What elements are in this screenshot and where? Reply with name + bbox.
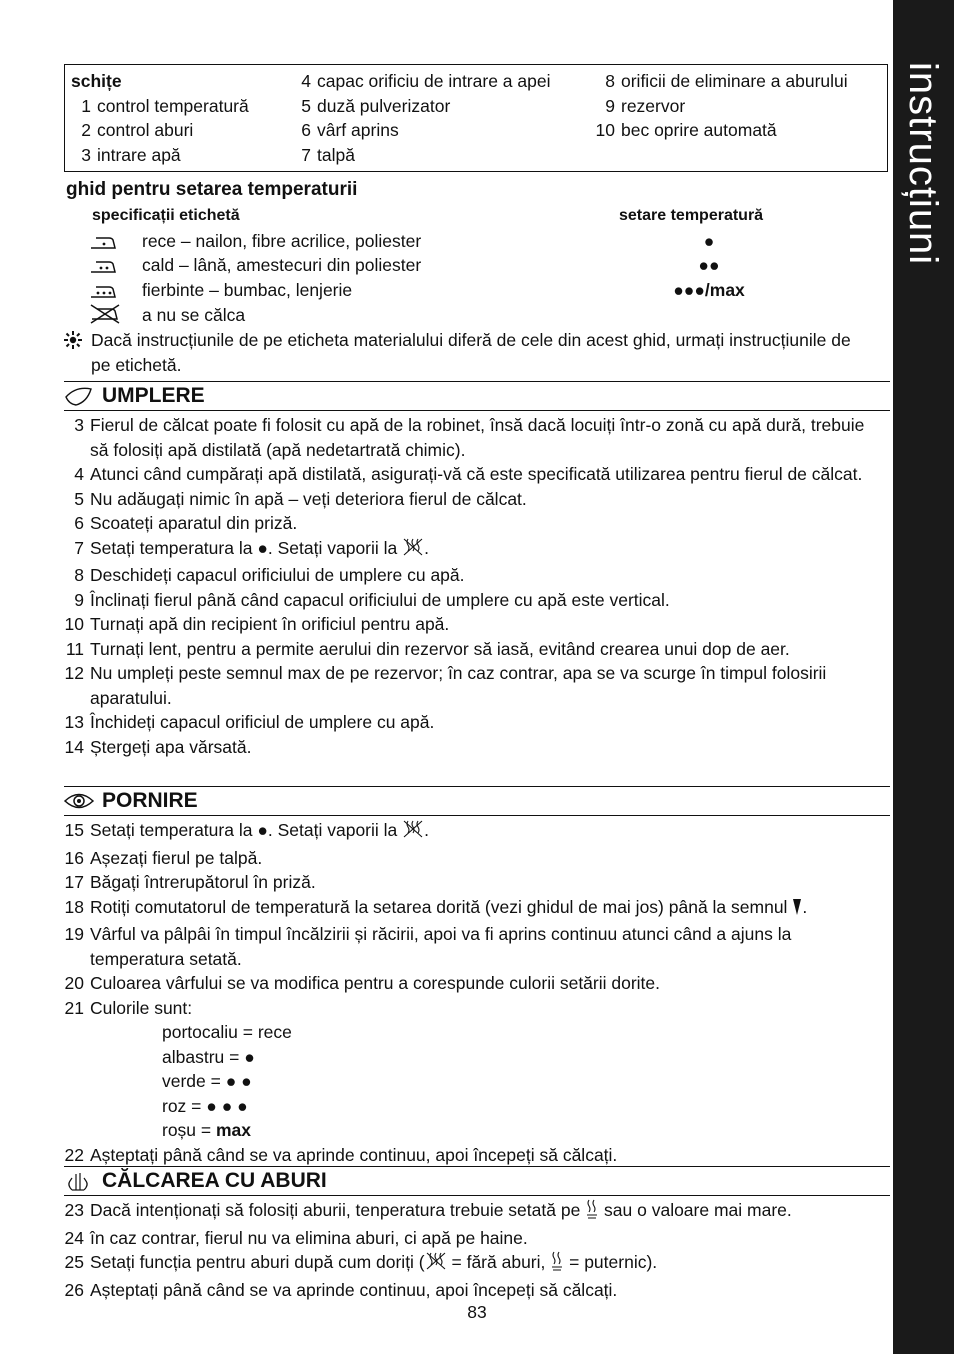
- guide-row: cald – lână, amestecuri din poliester ●●: [86, 253, 786, 277]
- steam-icon: [550, 1251, 564, 1278]
- parts-col-3: [595, 69, 848, 143]
- step-item: 11 Turnați lent, pentru a permite aerului din rezervor să iasă, evitând crearea unui dop de aer.: [65, 638, 790, 659]
- parts-col-2: [301, 69, 550, 167]
- aburi-steps: [60, 1198, 886, 1302]
- iron-crossed-icon: [88, 304, 122, 331]
- dot-icon: ●: [257, 820, 268, 840]
- section-header-umplere: UMPLERE: [64, 381, 890, 411]
- step-item: 24 în caz contrar, fierul nu va elimina aburi, ci apă pe haine.: [64, 1227, 528, 1248]
- dot-icon: ●: [257, 537, 268, 558]
- step-item: 6 Scoateți aparatul din priză.: [74, 513, 298, 533]
- umplere-steps: [60, 413, 886, 759]
- step-item: 8 Deschideți capacul orificiului de umplere cu apă.: [74, 565, 465, 585]
- guide-setting-header: setare temperatură: [619, 207, 764, 224]
- color-item: portocaliu = rece: [162, 1022, 292, 1042]
- parts-col-1: [71, 69, 249, 167]
- step-item: 15 Setați temperatura la ●. Setați vaporii la .: [60, 818, 886, 846]
- color-item: albastru = ●: [162, 1046, 255, 1067]
- no-steam-icon: [402, 819, 424, 846]
- guide-row: a nu se călca: [86, 303, 786, 327]
- no-steam-icon: [402, 537, 424, 564]
- eye-icon: [64, 790, 94, 819]
- step-item: 12 Nu umpleți peste semnul max de pe rezervor; în caz contrar, apa se va scurge în timpul folosirii aparatului.: [64, 663, 827, 708]
- part-item: 1 control temperatură: [81, 95, 249, 116]
- step-item: 23 Dacă intenționați să folosiți aburii, tenperatura trebuie setată pe sau o valoare mai mare.: [60, 1198, 886, 1226]
- parts-title: schițe: [71, 71, 122, 91]
- part-item: 2 control aburi: [81, 120, 194, 140]
- part-item: 6 vârf aprins: [301, 120, 399, 140]
- part-item: 8 orificii de eliminare a aburului: [605, 71, 848, 91]
- section-header-pornire: PORNIRE: [64, 786, 890, 816]
- part-item: 9 rezervor: [605, 95, 686, 116]
- sun-star-icon: [64, 331, 82, 356]
- part-item: 7 talpă: [301, 144, 355, 165]
- pointer-mark-icon: [792, 898, 802, 923]
- step-item: 10 Turnați apă din recipient în orificiul pentru apă.: [64, 614, 450, 634]
- step-item: 25 Setați funcția pentru aburi după cum doriți ( = fără aburi, = puternic).: [60, 1250, 886, 1278]
- guide-row: rece – nailon, fibre acrilice, poliester ●: [86, 229, 786, 253]
- color-list: [60, 1020, 886, 1143]
- steam-icon: [585, 1199, 599, 1226]
- pornire-steps: [60, 818, 886, 1167]
- part-item: 4 capac orificiu de intrare a apei: [301, 71, 551, 91]
- water-drop-icon: [64, 385, 94, 414]
- step-item: 17 Băgați întrerupătorul în priză.: [64, 872, 316, 892]
- step-item: 14 Ștergeți apa vărsată.: [64, 736, 252, 757]
- step-item: 22 Așteptați până când se va aprinde continuu, apoi începeți să călcați.: [64, 1144, 618, 1165]
- color-item: verde = ● ●: [162, 1071, 252, 1091]
- step-item: 4 Atunci când cumpărați apă distilată, asigurați-vă că este specificată utilizarea pentru fierul de călcat.: [74, 464, 863, 484]
- color-item: roz = ● ● ●: [162, 1095, 248, 1116]
- step-item: 20 Culoarea vârfului se va modifica pentru a corespunde culorii setării dorite.: [64, 973, 661, 993]
- no-steam-icon: [425, 1251, 447, 1278]
- step-item: 18 Rotiți comutatorul de temperatură la setarea dorită (vezi ghidul de mai jos) până la semnul .: [60, 895, 886, 923]
- guide-label-header: specificații etichetă: [92, 207, 240, 224]
- part-item: 10 bec oprire automată: [595, 120, 777, 140]
- step-item: 16 Așezați fierul pe talpă.: [64, 847, 263, 868]
- parts-box: [64, 64, 888, 172]
- side-tab-label: instrucțiuni: [901, 62, 945, 266]
- step-item: 13 Închideți capacul orificiul de umplere cu apă.: [64, 712, 435, 732]
- guide-note: Dacă instrucțiunile de pe eticheta materialului diferă de cele din acest ghid, urmați instrucțiunile de pe etichetă.: [64, 328, 864, 377]
- color-item: roșu = max: [162, 1120, 252, 1140]
- guide-title: ghid pentru setarea temperaturii: [66, 179, 358, 200]
- step-item: 26 Așteptați până când se va aprinde continuu, apoi începeți să călcați.: [64, 1279, 618, 1300]
- steam-iron-icon: [64, 1170, 94, 1199]
- step-item: 7 Setați temperatura la ●. Setați vaporii la .: [60, 536, 886, 564]
- step-item: 5 Nu adăugați nimic în apă – veți deteriora fierul de călcat.: [74, 488, 527, 509]
- step-item: 21 Culorile sunt:: [64, 997, 193, 1018]
- part-item: 3 intrare apă: [81, 144, 181, 165]
- section-header-aburi: CĂLCAREA CU ABURI: [64, 1166, 890, 1196]
- part-item: 5 duză pulverizator: [301, 95, 451, 116]
- guide-row: fierbinte – bumbac, lenjerie ●●●/max: [86, 278, 786, 302]
- step-item: 3 Fierul de călcat poate fi folosit cu apă de la robinet, însă dacă locuiți într-o zonă cu apă dură, trebuie să folosiți apă distilată (apă nedetartrată chimic).: [74, 415, 865, 460]
- step-item: 9 Înclinați fierul până când capacul orificiului de umplere cu apă este vertical.: [74, 589, 670, 610]
- step-item: 19 Vârful va pâlpâi în timpul încălzirii și răcirii, apoi va fi aprins continuu atunci când a ajuns la temperatura setată.: [64, 924, 792, 969]
- page-number: 83: [467, 1302, 487, 1322]
